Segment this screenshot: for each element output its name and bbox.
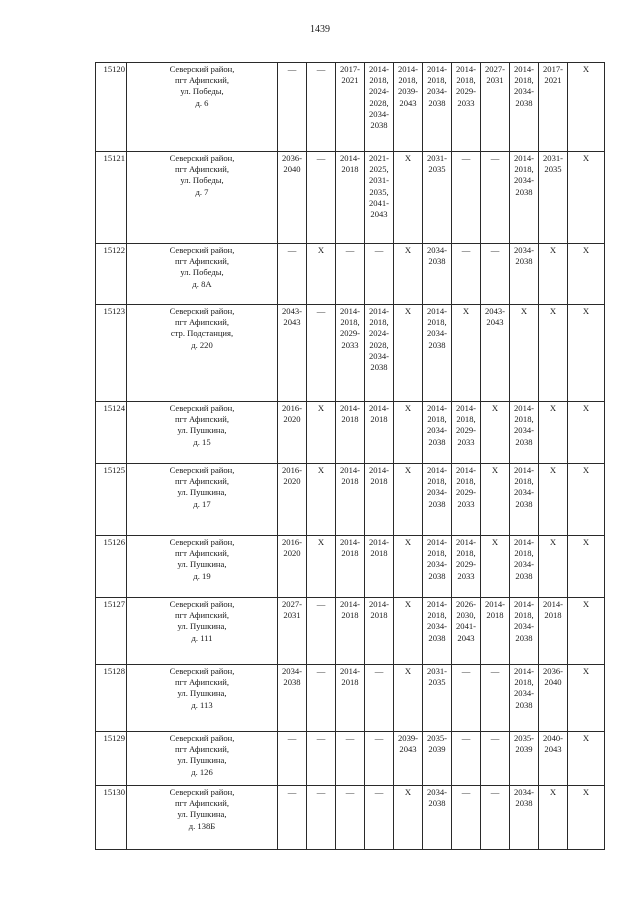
work-period-cell: 2034- 2038 (423, 244, 452, 305)
work-period-cell: X (481, 402, 510, 464)
work-period-cell: 2014- 2018, 2034- 2038 (423, 598, 452, 665)
work-period-cell: — (452, 786, 481, 850)
work-period-cell: 2014- 2018, 2034- 2038 (510, 536, 539, 598)
work-period-cell: 2036- 2040 (539, 665, 568, 732)
work-period-cell: — (481, 244, 510, 305)
work-period-cell: — (307, 732, 336, 786)
work-period-cell: — (452, 665, 481, 732)
row-number-cell: 15128 (96, 665, 127, 732)
row-number-cell: 15125 (96, 464, 127, 536)
work-period-cell: 2017- 2021 (336, 63, 365, 152)
work-period-cell: 2014- 2018, 2029- 2033 (452, 402, 481, 464)
work-period-cell: — (307, 665, 336, 732)
work-period-cell: X (481, 536, 510, 598)
page-number: 1439 (310, 24, 330, 35)
work-period-cell: 2014- 2018, 2034- 2038 (510, 402, 539, 464)
work-period-cell: 2035- 2039 (510, 732, 539, 786)
address-cell: Северский район, пгт Афипский, ул. Пушкина, д. 113 (127, 665, 278, 732)
work-period-cell: 2034- 2038 (510, 786, 539, 850)
work-period-cell: — (481, 665, 510, 732)
address-cell: Северский район, пгт Афипский, ул. Пушкина, д. 111 (127, 598, 278, 665)
work-period-cell: 2014- 2018 (336, 152, 365, 244)
work-period-cell: 2016- 2020 (278, 402, 307, 464)
row-number-cell: 15126 (96, 536, 127, 598)
work-period-cell: 2014- 2018, 2029- 2033 (336, 305, 365, 402)
work-period-cell: — (481, 152, 510, 244)
work-period-cell: 2034- 2038 (510, 244, 539, 305)
work-period-cell: 2014- 2018 (336, 665, 365, 732)
work-period-cell: — (365, 244, 394, 305)
address-cell: Северский район, пгт Афипский, ул. Победы, д. 7 (127, 152, 278, 244)
work-period-cell: X (394, 536, 423, 598)
work-period-cell: 2031- 2035 (423, 665, 452, 732)
work-period-cell: 2014- 2018, 2034- 2038 (423, 305, 452, 402)
work-period-cell: 2014- 2018, 2024- 2028, 2034- 2038 (365, 305, 394, 402)
work-period-cell: 2014- 2018, 2024- 2028, 2034- 2038 (365, 63, 394, 152)
work-period-cell: 2014- 2018, 2034- 2038 (423, 402, 452, 464)
work-period-cell: — (452, 244, 481, 305)
work-period-cell: 2039- 2043 (394, 732, 423, 786)
work-period-cell: 2014- 2018 (336, 598, 365, 665)
work-period-cell: — (278, 244, 307, 305)
work-period-cell: 2014- 2018, 2029- 2033 (452, 464, 481, 536)
address-cell: Северский район, пгт Афипский, ул. Пушкина, д. 138Б (127, 786, 278, 850)
table-row (96, 665, 605, 732)
work-period-cell: X (394, 244, 423, 305)
work-period-cell: 2040- 2043 (539, 732, 568, 786)
work-period-cell: X (568, 732, 605, 786)
address-cell: Северский район, пгт Афипский, ул. Пушкина, д. 17 (127, 464, 278, 536)
work-period-cell: 2034- 2038 (423, 786, 452, 850)
table-row (96, 244, 605, 305)
work-period-cell: — (307, 598, 336, 665)
work-period-cell: 2016- 2020 (278, 464, 307, 536)
work-period-cell: 2014- 2018 (336, 464, 365, 536)
work-period-cell: X (394, 598, 423, 665)
work-period-cell: X (394, 402, 423, 464)
work-period-cell: X (307, 244, 336, 305)
table-row (96, 786, 605, 850)
work-period-cell: 2014- 2018, 2034- 2038 (423, 63, 452, 152)
work-period-cell: 2014- 2018, 2034- 2038 (423, 536, 452, 598)
work-period-cell: 2014- 2018 (365, 536, 394, 598)
work-period-cell: 2014- 2018, 2034- 2038 (510, 665, 539, 732)
table-row (96, 63, 605, 152)
work-period-cell: 2014- 2018, 2034- 2038 (423, 464, 452, 536)
work-period-cell: 2027- 2031 (481, 63, 510, 152)
work-period-cell: 2035- 2039 (423, 732, 452, 786)
row-number-cell: 15120 (96, 63, 127, 152)
address-cell: Северский район, пгт Афипский, ул. Пушкина, д. 19 (127, 536, 278, 598)
work-period-cell: — (336, 244, 365, 305)
work-period-cell: — (278, 732, 307, 786)
work-period-cell: 2043- 2043 (481, 305, 510, 402)
work-period-cell: 2017- 2021 (539, 63, 568, 152)
work-period-cell: X (394, 305, 423, 402)
work-period-cell: 2043- 2043 (278, 305, 307, 402)
work-period-cell: — (336, 732, 365, 786)
work-period-cell: — (307, 786, 336, 850)
table-row (96, 536, 605, 598)
work-period-cell: 2036- 2040 (278, 152, 307, 244)
work-period-cell: X (539, 786, 568, 850)
work-period-cell: X (568, 665, 605, 732)
work-period-cell: — (336, 786, 365, 850)
work-period-cell: X (510, 305, 539, 402)
work-period-cell: 2014- 2018, 2034- 2038 (510, 152, 539, 244)
address-cell: Северский район, пгт Афипский, ул. Победы, д. 6 (127, 63, 278, 152)
address-cell: Северский район, пгт Афипский, ул. Победы, д. 8А (127, 244, 278, 305)
work-period-cell: X (568, 598, 605, 665)
work-period-cell: 2014- 2018, 2029- 2033 (452, 536, 481, 598)
work-period-cell: 2014- 2018 (336, 536, 365, 598)
work-period-cell: X (568, 152, 605, 244)
table-row (96, 598, 605, 665)
work-period-cell: 2014- 2018, 2034- 2038 (510, 63, 539, 152)
address-cell: Северский район, пгт Афипский, ул. Пушкина, д. 15 (127, 402, 278, 464)
work-period-cell: X (539, 402, 568, 464)
work-period-cell: X (307, 464, 336, 536)
work-period-cell: X (307, 536, 336, 598)
work-period-cell: X (481, 464, 510, 536)
work-period-cell: X (394, 786, 423, 850)
work-period-cell: X (307, 402, 336, 464)
work-period-cell: X (539, 244, 568, 305)
table-row (96, 152, 605, 244)
row-number-cell: 15130 (96, 786, 127, 850)
work-period-cell: — (481, 786, 510, 850)
work-period-cell: — (307, 305, 336, 402)
work-period-cell: X (539, 536, 568, 598)
work-period-cell: X (452, 305, 481, 402)
work-period-cell: X (568, 464, 605, 536)
work-period-cell: — (307, 63, 336, 152)
work-period-cell: 2014- 2018 (365, 598, 394, 665)
buildings-repair-schedule-table (95, 62, 605, 850)
work-period-cell: X (568, 244, 605, 305)
work-period-cell: 2014- 2018 (336, 402, 365, 464)
work-period-cell: 2031- 2035 (423, 152, 452, 244)
work-period-cell: 2031- 2035 (539, 152, 568, 244)
work-period-cell: — (452, 152, 481, 244)
work-period-cell: 2014- 2018 (481, 598, 510, 665)
work-period-cell: 2021- 2025, 2031- 2035, 2041- 2043 (365, 152, 394, 244)
work-period-cell: 2026- 2030, 2041- 2043 (452, 598, 481, 665)
row-number-cell: 15124 (96, 402, 127, 464)
work-period-cell: 2014- 2018, 2034- 2038 (510, 598, 539, 665)
work-period-cell: X (568, 402, 605, 464)
table-row (96, 732, 605, 786)
work-period-cell: X (568, 786, 605, 850)
row-number-cell: 15127 (96, 598, 127, 665)
work-period-cell: — (452, 732, 481, 786)
table-row (96, 464, 605, 536)
work-period-cell: 2014- 2018 (365, 464, 394, 536)
work-period-cell: X (568, 63, 605, 152)
work-period-cell: — (481, 732, 510, 786)
work-period-cell: — (278, 786, 307, 850)
work-period-cell: X (539, 305, 568, 402)
row-number-cell: 15123 (96, 305, 127, 402)
work-period-cell: 2014- 2018, 2029- 2033 (452, 63, 481, 152)
work-period-cell: X (394, 152, 423, 244)
row-number-cell: 15121 (96, 152, 127, 244)
work-period-cell: 2014- 2018, 2034- 2038 (510, 464, 539, 536)
row-number-cell: 15129 (96, 732, 127, 786)
work-period-cell: X (568, 536, 605, 598)
work-period-cell: — (365, 786, 394, 850)
work-period-cell: — (278, 63, 307, 152)
work-period-cell: 2016- 2020 (278, 536, 307, 598)
table-row (96, 402, 605, 464)
work-period-cell: X (394, 464, 423, 536)
row-number-cell: 15122 (96, 244, 127, 305)
work-period-cell: X (539, 464, 568, 536)
address-cell: Северский район, пгт Афипский, ул. Пушкина, д. 126 (127, 732, 278, 786)
work-period-cell: 2034- 2038 (278, 665, 307, 732)
work-period-cell: 2014- 2018 (539, 598, 568, 665)
table-row (96, 305, 605, 402)
work-period-cell: 2027- 2031 (278, 598, 307, 665)
work-period-cell: X (394, 665, 423, 732)
work-period-cell: 2014- 2018, 2039- 2043 (394, 63, 423, 152)
work-period-cell: — (365, 665, 394, 732)
work-period-cell: — (307, 152, 336, 244)
work-period-cell: — (365, 732, 394, 786)
work-period-cell: 2014- 2018 (365, 402, 394, 464)
address-cell: Северский район, пгт Афипский, стр. Подстанция, д. 220 (127, 305, 278, 402)
work-period-cell: X (568, 305, 605, 402)
